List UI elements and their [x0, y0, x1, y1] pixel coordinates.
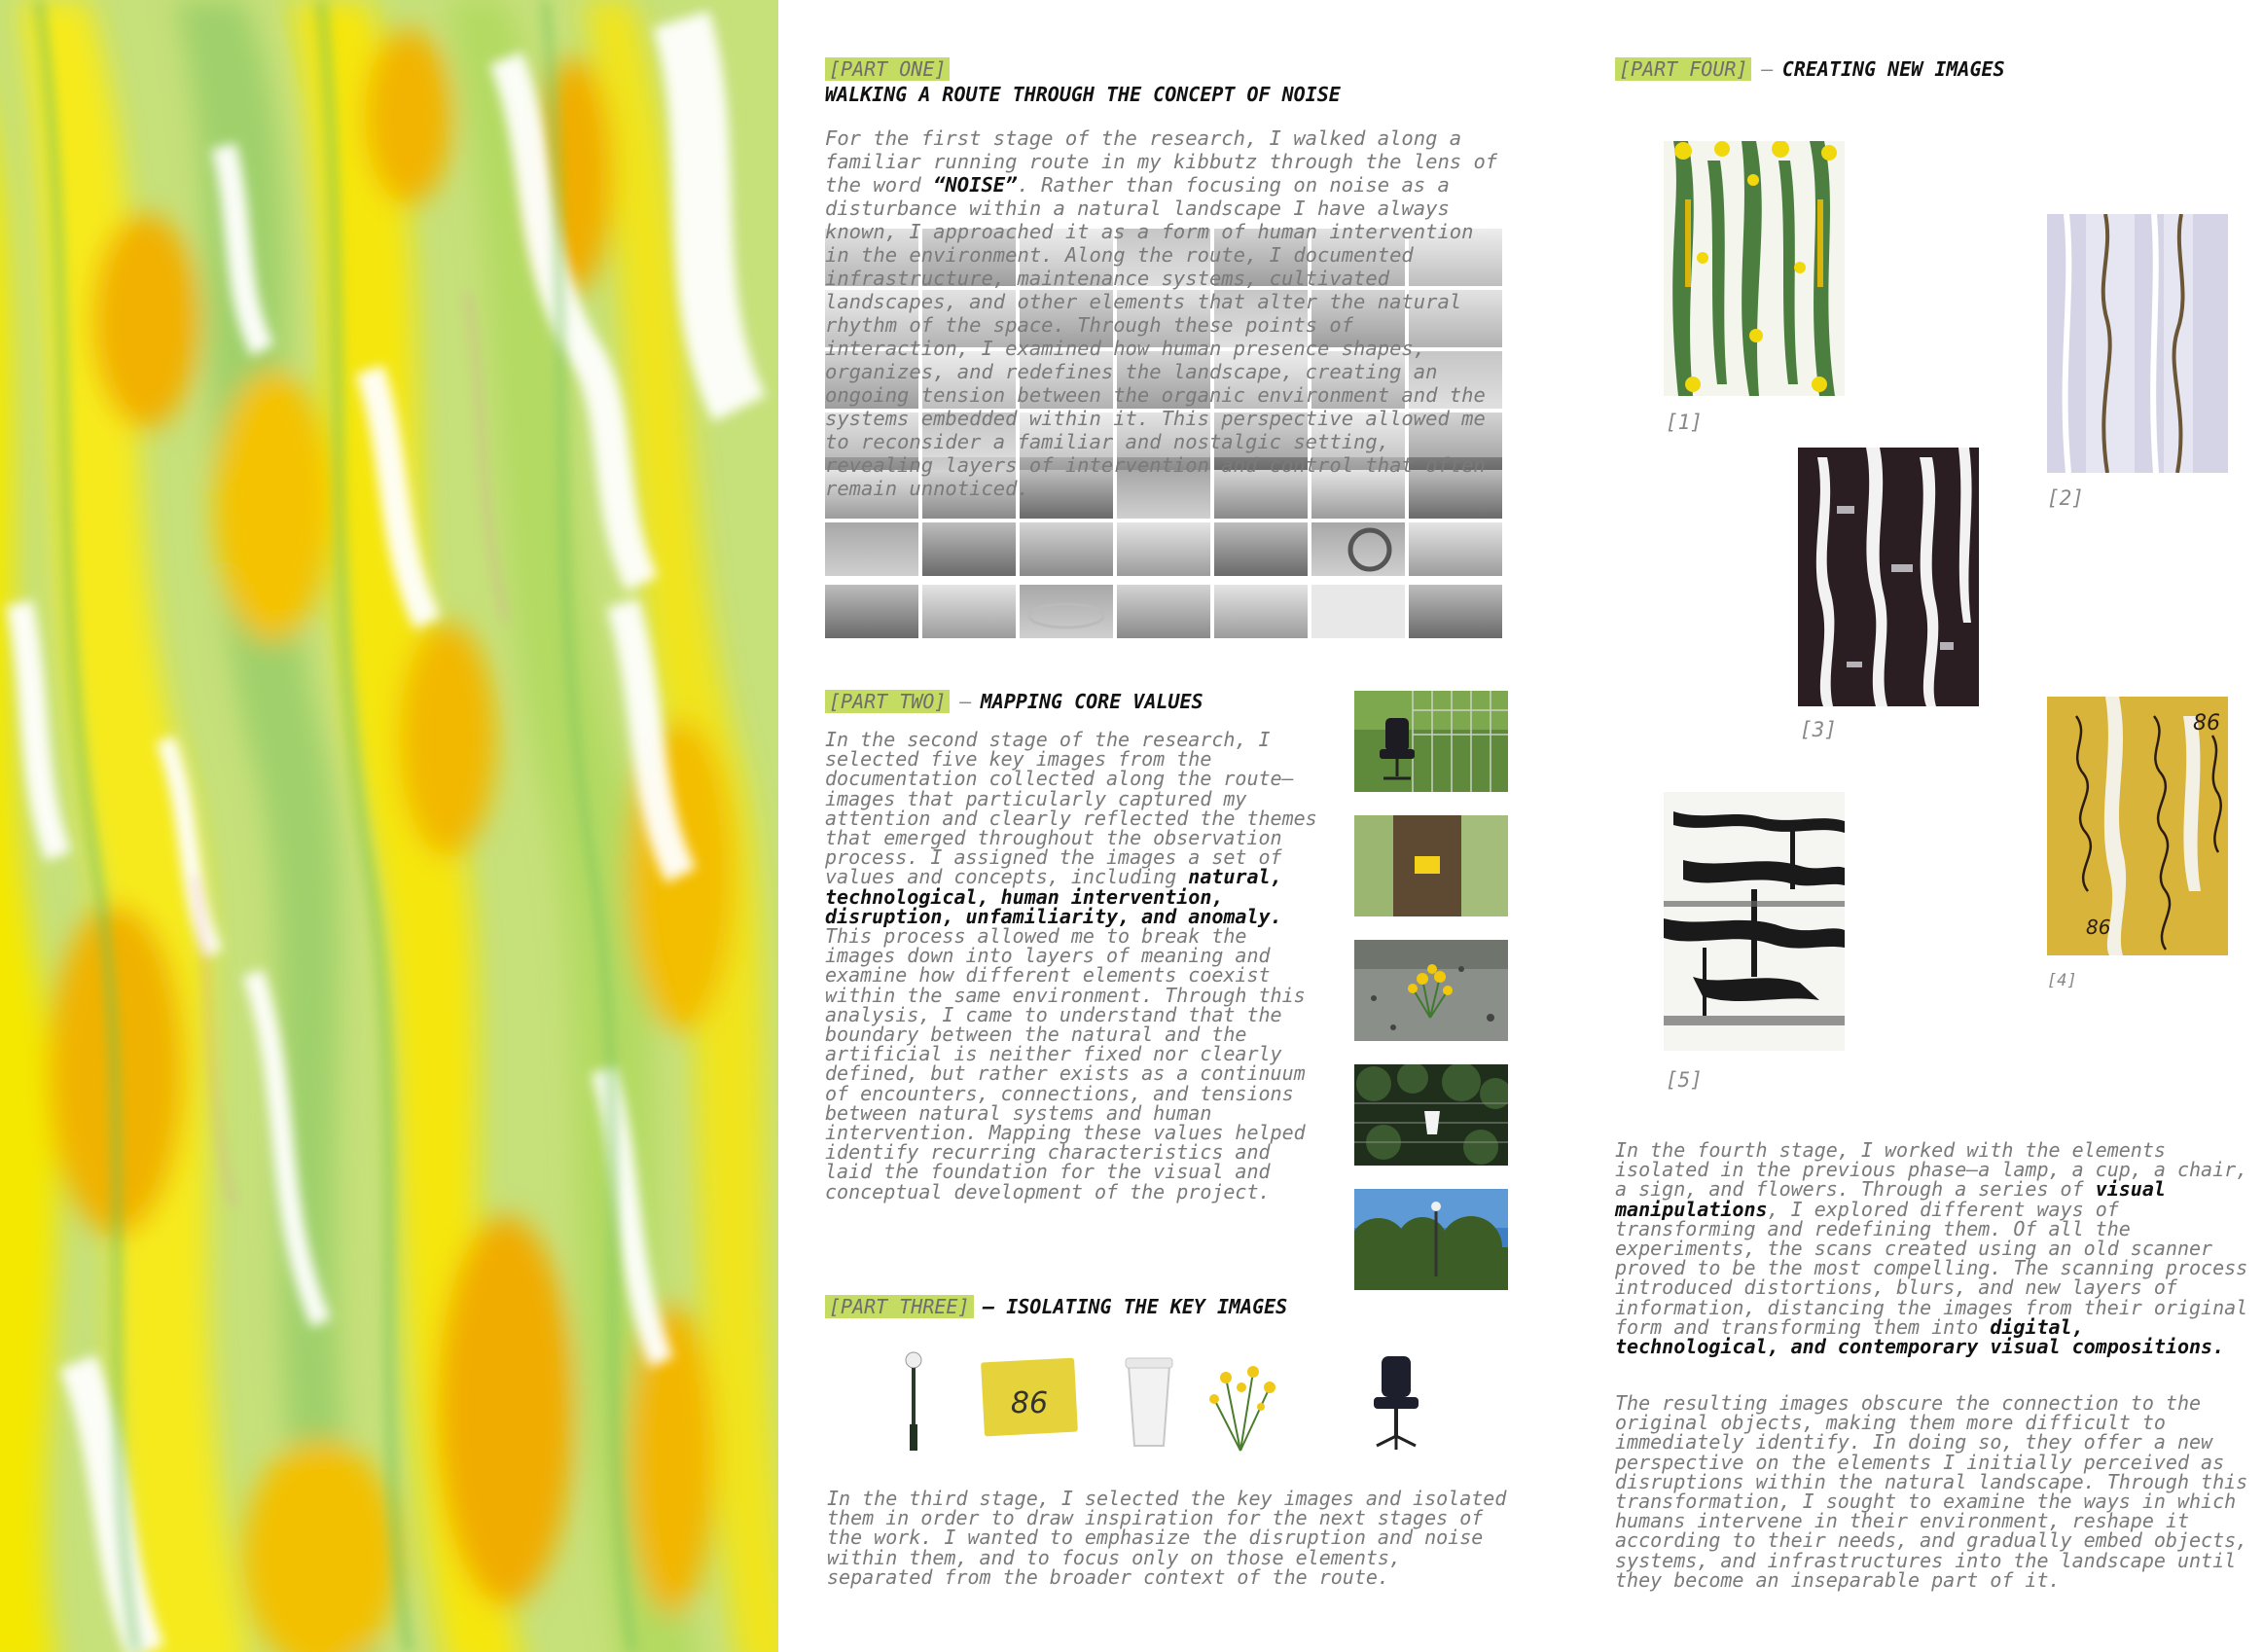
part-two-body-text-2: This process allowed me to break the images down into layers of meaning and examine how different elements coexist within the same environment. Through this analysis, I came to understand that the boundary between the natural and the artificial is neither fixed nor clearly defined, but rather exists as a continuum of encounters, connections, and tensions between natural systems and human intervention. Mapping these values helped identify recurring characteristics and laid the foundation for the visual and conceptual development of the project.: [825, 924, 1306, 1203]
flowers-photo-graphic: [1354, 940, 1508, 1041]
tree-sign-photo: [1354, 815, 1508, 916]
tree-sign-photo-graphic: [1354, 815, 1508, 916]
abstract-artwork-graphic: [0, 0, 778, 1652]
lamp-trees-photo-graphic: [1354, 1189, 1508, 1290]
part-two-title: MAPPING CORE VALUES: [980, 690, 1203, 713]
scan-image-1-graphic: [1664, 141, 1845, 396]
part-one-body: [825, 126, 1506, 500]
cup-icon: [1126, 1358, 1172, 1446]
caption-3: [3]: [1800, 718, 1837, 741]
part-four-body-1: [1615, 1138, 2259, 1359]
isolated-objects-row: [895, 1348, 1440, 1455]
part-one-tag: [PART ONE]: [825, 57, 950, 81]
abstract-artwork: [0, 0, 778, 1652]
part-two-body-bold: natural, technological, human intervention, disruption, unfamiliarity, and anomaly.: [825, 865, 1282, 928]
chair-icon: [1374, 1356, 1419, 1450]
part-four-body-bold-1: visual manipulations: [1615, 1177, 2166, 1221]
caption-1: [1]: [1666, 411, 1703, 434]
cup-fence-photo-graphic: [1354, 1064, 1508, 1166]
scan-image-4: [2047, 697, 2228, 955]
chair-photo: [1354, 691, 1508, 792]
scan-image-2-graphic: [2047, 214, 2228, 473]
svg-text:86: 86: [1010, 1386, 1049, 1420]
part-three-title: – ISOLATING THE KEY IMAGES: [983, 1295, 1288, 1318]
part-three-body: In the third stage, I selected the key images and isolated them in order to draw inspiration for the next stages of the work. I wanted to emphasize the disruption and noise within them, and to focus only on those elements, separated from the broader context of the route.: [827, 1487, 1507, 1589]
chair-photo-graphic: [1354, 691, 1508, 792]
part-four-body-text-1c: , I explored different ways of transforming and redefining them. Of all the experiments, the scans created using an old scanner proved to be the most compelling. The scanning process introduced distortions, blurs, and new layers of information, distancing the images from their original form and transforming them into: [1615, 1197, 2248, 1339]
part-three-tag: [PART THREE]: [825, 1295, 974, 1318]
part-one-body-text-1: For the first stage of the research, I walked along a familiar running route in my kibbutz through the lens of the word: [825, 126, 1498, 197]
flowers-photo: [1354, 940, 1508, 1041]
part-two-tag: [PART TWO]: [825, 690, 950, 713]
cup-fence-photo: [1354, 1064, 1508, 1166]
scan-image-5-graphic: [1664, 792, 1845, 1051]
part-one-body-text-2: . Rather than focusing on noise as a disturbance within a natural landscape I have always known, I approached it as a form of human intervention in the environment. Along the route, I documented infrastructure, maintenance systems, cultivated landscapes, and other elements that alter the natural rhythm of the space. Through these points of interaction, I examined how human presence shapes, organizes, and redefines the landscape, creating an ongoing tension between the organic environment and the systems embedded within it. This perspective allowed me to reconsider a familiar and nostalgic setting, revealing layers of intervention and control that often remain unnoticed.: [825, 173, 1486, 500]
part-two-heading: [825, 689, 1203, 716]
lamp-trees-photo: [1354, 1189, 1508, 1290]
part-four-body-2: The resulting images obscure the connection to the original objects, making them more difficult to immediately identify. In doing so, they offer a new perspective on the elements I initially perceived as disruptions within the natural landscape. Through this transformation, I sought to examine the ways in which humans intervene in their environment, reshape it according to their needs, and gradually embed objects, systems, and infrastructures into the landscape until they become an inseparable part of it.: [1615, 1391, 2248, 1592]
scan-image-5: [1664, 792, 1845, 1051]
caption-4: [4]: [2047, 971, 2077, 990]
caption-5: [5]: [1666, 1068, 1703, 1092]
scan-image-1: [1664, 141, 1845, 396]
scan-image-3-graphic: [1798, 448, 1979, 706]
part-two-dash: –: [959, 690, 972, 713]
part-three-heading: [825, 1294, 1287, 1321]
part-two-body-text-1: In the second stage of the research, I selected five key images from the documentation collected along the route—images that particularly captured my attention and clearly reflected the themes that emerged throughout the observation process. I assigned the images a set of values and concepts, including: [825, 728, 1317, 889]
caption-2: [2]: [2047, 486, 2084, 510]
part-four-body-text-1a: In the fourth stage, I worked with the elements isolated in the previous phase—a lamp, a cup, a chair, a sign, and flowers. Through a series of: [1615, 1138, 2248, 1202]
sign-icon: [981, 1358, 1078, 1437]
part-four-heading: [1615, 56, 2005, 84]
part-four-dash: –: [1761, 57, 1774, 81]
isolated-objects-graphic: [895, 1348, 1440, 1455]
part-one-heading: [825, 56, 950, 84]
scan-image-3: [1798, 448, 1979, 706]
svg-text:86: 86: [2086, 916, 2111, 939]
scan-image-4-graphic: [2047, 697, 2228, 955]
lamp-icon: [906, 1352, 921, 1451]
part-four-title: CREATING NEW IMAGES: [1781, 57, 2005, 81]
part-four-tag: [PART FOUR]: [1615, 57, 1751, 81]
part-one-body-bold: “NOISE”: [933, 173, 1018, 197]
flowers-icon: [1209, 1366, 1275, 1451]
part-two-body: [825, 730, 1321, 1202]
part-one-title: WALKING A ROUTE THROUGH THE CONCEPT OF NOISE: [825, 83, 1341, 106]
part-four-body-bold-2: digital, technological, and contemporary visual compositions.: [1615, 1314, 2225, 1359]
scan-image-2: [2047, 214, 2228, 473]
svg-text:86: 86: [2193, 711, 2220, 736]
